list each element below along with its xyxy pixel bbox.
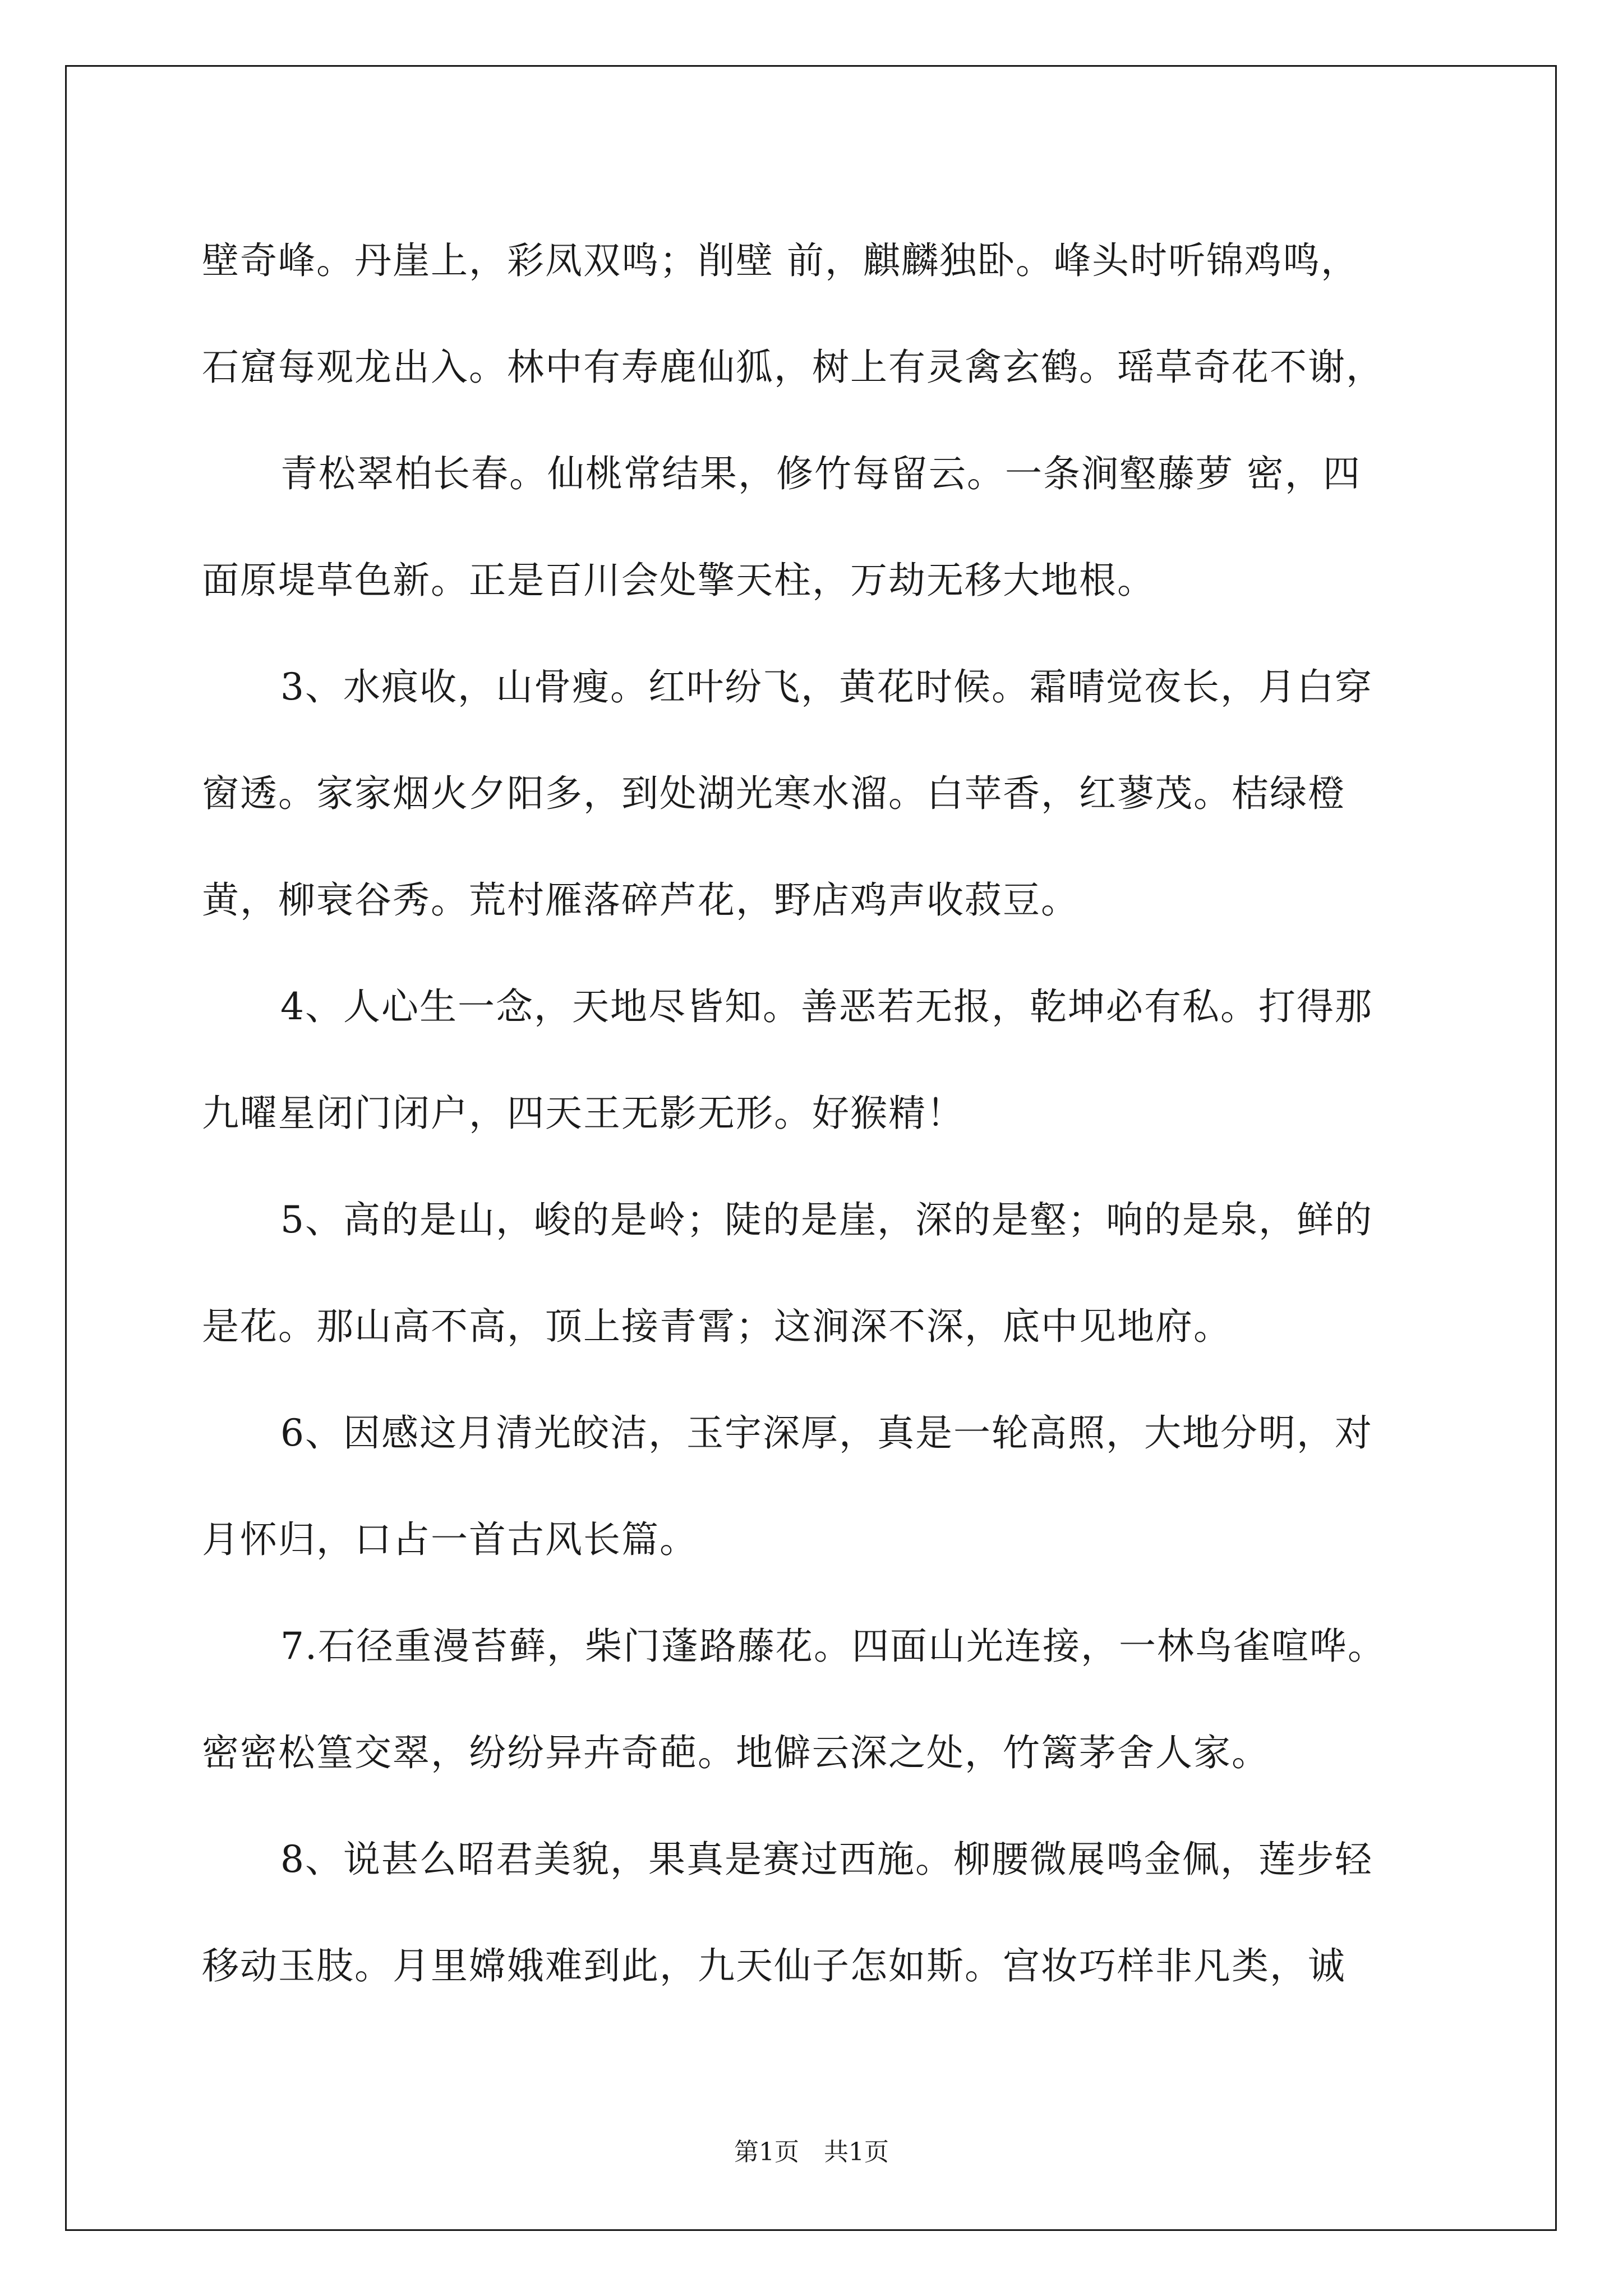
text-line: 8、说甚么昭君美貌，果真是赛过西施。柳腰微展鸣金佩，莲步轻 (280, 1838, 1373, 1881)
text-line: 4、人心生一念，天地尽皆知。善恶若无报，乾坤必有私。打得那 (280, 985, 1373, 1028)
page-footer: 第1页 共1页 (734, 2138, 889, 2166)
text-line: 黄，柳衰谷秀。荒村雁落碎芦花，野店鸡声收菽豆。 (202, 878, 1079, 922)
text-line: 面原堤草色新。正是百川会处擎天柱，万劫无移大地根。 (202, 559, 1155, 602)
text-line: 是花。那山高不高，顶上接青霄；这涧深不深，底中见地府。 (202, 1305, 1232, 1348)
text-line: 石窟每观龙出入。林中有寿鹿仙狐，树上有灵禽玄鹤。瑶草奇花不谢， (202, 346, 1384, 389)
document-body (202, 208, 1428, 2019)
text-line: 月怀归，口占一首古风长篇。 (202, 1518, 698, 1561)
text-line: 窗透。家家烟火夕阳多，到处湖光寒水溜。白苹香，红蓼茂。桔绿橙 (202, 772, 1346, 815)
text-line: 壁奇峰。丹崖上，彩凤双鸣；削壁 前，麒麟独卧。峰头时听锦鸡鸣， (202, 239, 1359, 282)
text-line: 6、因感这月清光皎洁，玉宇深厚，真是一轮高照，大地分明，对 (280, 1411, 1373, 1455)
text-line: 5、高的是山，峻的是岭；陡的是崖，深的是壑；响的是泉，鲜的 (280, 1198, 1373, 1241)
text-line: 密密松篁交翠，纷纷异卉奇葩。地僻云深之处，竹篱茅舍人家。 (202, 1731, 1270, 1774)
text-line: 移动玉肢。月里嫦娥难到此，九天仙子怎如斯。宫妆巧样非凡类，诚 (202, 1944, 1346, 1987)
text-line: 7.石径重漫苔藓，柴门蓬路藤花。四面山光连接，一林鸟雀喧哗。 (280, 1625, 1386, 1668)
text-line: 青松翠柏长春。仙桃常结果，修竹每留云。一条涧壑藤萝 密，四 (280, 452, 1361, 495)
text-line: 3、水痕收，山骨瘦。红叶纷飞，黄花时候。霜晴觉夜长，月白穿 (280, 665, 1373, 708)
text-line: 九曜星闭门闭户，四天王无影无形。好猴精！ (202, 1092, 965, 1135)
